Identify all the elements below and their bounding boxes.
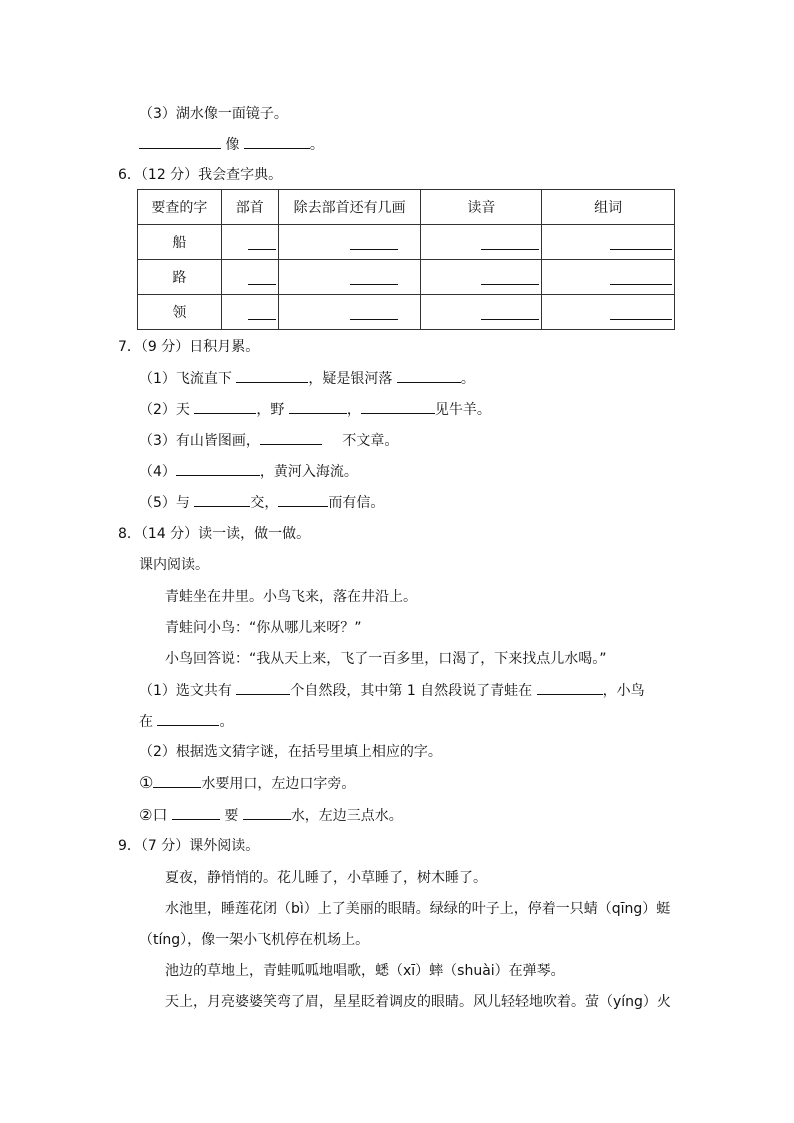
header-cell: 读音 [421,190,542,225]
q7-l1-text: （1）飞流直下 [139,371,232,387]
word-blank[interactable] [542,225,675,260]
answer-blank[interactable] [194,492,250,507]
q7-l5-text2: 交， [250,495,279,511]
radical-blank[interactable] [221,225,278,260]
header-cell: 组词 [542,190,675,225]
q7-line3 [139,430,398,451]
answer-blank[interactable] [157,711,219,726]
q7-l5-end: 而有信。 [328,495,385,511]
q9-passage-p3: 池边的草地上，青蛙呱呱地唱歌，蟋（xī）蟀（shuài）在弹琴。 [165,963,565,979]
q8-q1-text3: ，小鸟 [602,683,645,699]
answer-blank[interactable] [244,134,310,149]
table-header-row [138,190,675,225]
q8-passage-p3: 小鸟回答说：“我从天上来，飞了一百多里，口渴了，下来找点儿水喝。” [165,651,607,667]
word-blank[interactable] [542,295,675,330]
q7-l2-end: 见牛羊。 [434,402,491,418]
table-row [138,225,675,260]
q8-r2-end: 水，左边三点水。 [290,808,403,824]
answer-blank[interactable] [236,368,308,383]
table-row [138,260,675,295]
q7-l1-text2: ，疑是银河落 [308,371,393,387]
header-cell: 部首 [221,190,278,225]
q7-l4-text: （4） [139,464,176,480]
q7-title: 7．（9 分）日积月累。 [118,339,260,355]
pinyin-blank[interactable] [421,295,542,330]
pinyin-blank[interactable] [421,225,542,260]
header-cell: 要查的字 [138,190,222,225]
q8-subtitle: 课内阅读。 [139,557,209,573]
answer-blank[interactable] [194,399,256,414]
answer-blank[interactable] [397,368,461,383]
q7-l4-end: ，黄河入海流。 [259,464,358,480]
q5-item3-mid: 像 [225,137,240,153]
q8-passage-p1: 青蛙坐在井里。小鸟飞来，落在井沿上。 [165,589,417,605]
q7-line1 [139,368,475,389]
q7-l1-end: 。 [460,371,475,387]
q9-passage-p2a: 水池里，睡莲花闭（bì）上了美丽的眼睛。绿绿的叶子上，停着一只蜻（qīng）蜓 [165,901,671,917]
radical-blank[interactable] [221,295,278,330]
q7-l2-text2: ，野 [256,402,285,418]
header-cell: 除去部首还有几画 [278,190,421,225]
answer-blank[interactable] [243,805,291,820]
radical-blank[interactable] [221,260,278,295]
q9-passage-p1: 夏夜，静悄悄的。花儿睡了，小草睡了，树木睡了。 [165,870,487,886]
q8-riddle2 [139,805,403,826]
answer-blank[interactable] [172,805,220,820]
circled-number: ① [139,773,154,792]
q8-q1-text4: 在 [139,714,153,730]
q9-passage-p4: 天上，月亮婆婆笑弯了眉，星星眨着调皮的眼睛。风儿轻轻地吹着。萤（yíng）火 [165,994,671,1010]
answer-blank[interactable] [236,680,290,695]
pinyin-blank[interactable] [421,260,542,295]
answer-blank[interactable] [537,680,603,695]
q8-title: 8．（14 分）读一读，做一做。 [118,526,311,542]
strokes-blank[interactable] [278,295,421,330]
q8-q1-text: （1）选文共有 [139,683,232,699]
q8-question2: （2）根据选文猜字谜，在括号里填上相应的字。 [139,744,442,760]
char-cell: 船 [138,225,222,260]
q8-riddle1 [139,773,355,794]
q8-r2-text: ②口 [139,806,168,824]
answer-blank[interactable] [153,773,201,788]
q7-l3-end: 不文章。 [342,433,399,449]
q5-item3-end: 。 [309,137,324,153]
answer-blank[interactable] [260,430,322,445]
strokes-blank[interactable] [278,225,421,260]
q8-question1 [139,680,645,701]
q8-r2-text2: 要 [224,808,239,824]
q9-title: 9．（7 分）课外阅读。 [118,838,260,854]
q5-item3: （3）湖水像一面镜子。 [139,106,288,122]
q7-line4 [139,461,358,482]
q6-title: 6．（12 分）我会查字典。 [118,167,283,183]
q7-l2-comma: ， [346,402,361,418]
char-cell: 路 [138,260,222,295]
answer-blank[interactable] [361,399,435,414]
table-row [138,295,675,330]
q7-l2-text: （2）天 [139,402,190,418]
answer-blank[interactable] [176,461,260,476]
q8-passage-p2: 青蛙问小鸟：“你从哪儿来呀？” [165,620,362,636]
q7-line5 [139,492,384,513]
strokes-blank[interactable] [278,260,421,295]
q8-q1-end: 。 [219,714,234,730]
answer-blank[interactable] [289,399,347,414]
q5-item3-answer-line [139,134,324,155]
q9-passage-p2b: （tíng），像一架小飞机停在机场上。 [139,932,370,948]
answer-blank[interactable] [139,134,221,149]
q7-line2 [139,399,491,420]
q8-question1-cont [139,711,233,732]
q8-r1-text: 水要用口，左边口字旁。 [201,776,356,792]
answer-blank[interactable] [278,492,328,507]
q8-q1-text2: 个自然段，其中第 1 自然段说了青蛙在 [290,683,533,699]
q7-l3-text: （3）有山皆图画， [139,433,260,449]
word-blank[interactable] [542,260,675,295]
char-cell: 领 [138,295,222,330]
q7-l5-text: （5）与 [139,495,190,511]
dictionary-table [137,189,675,330]
